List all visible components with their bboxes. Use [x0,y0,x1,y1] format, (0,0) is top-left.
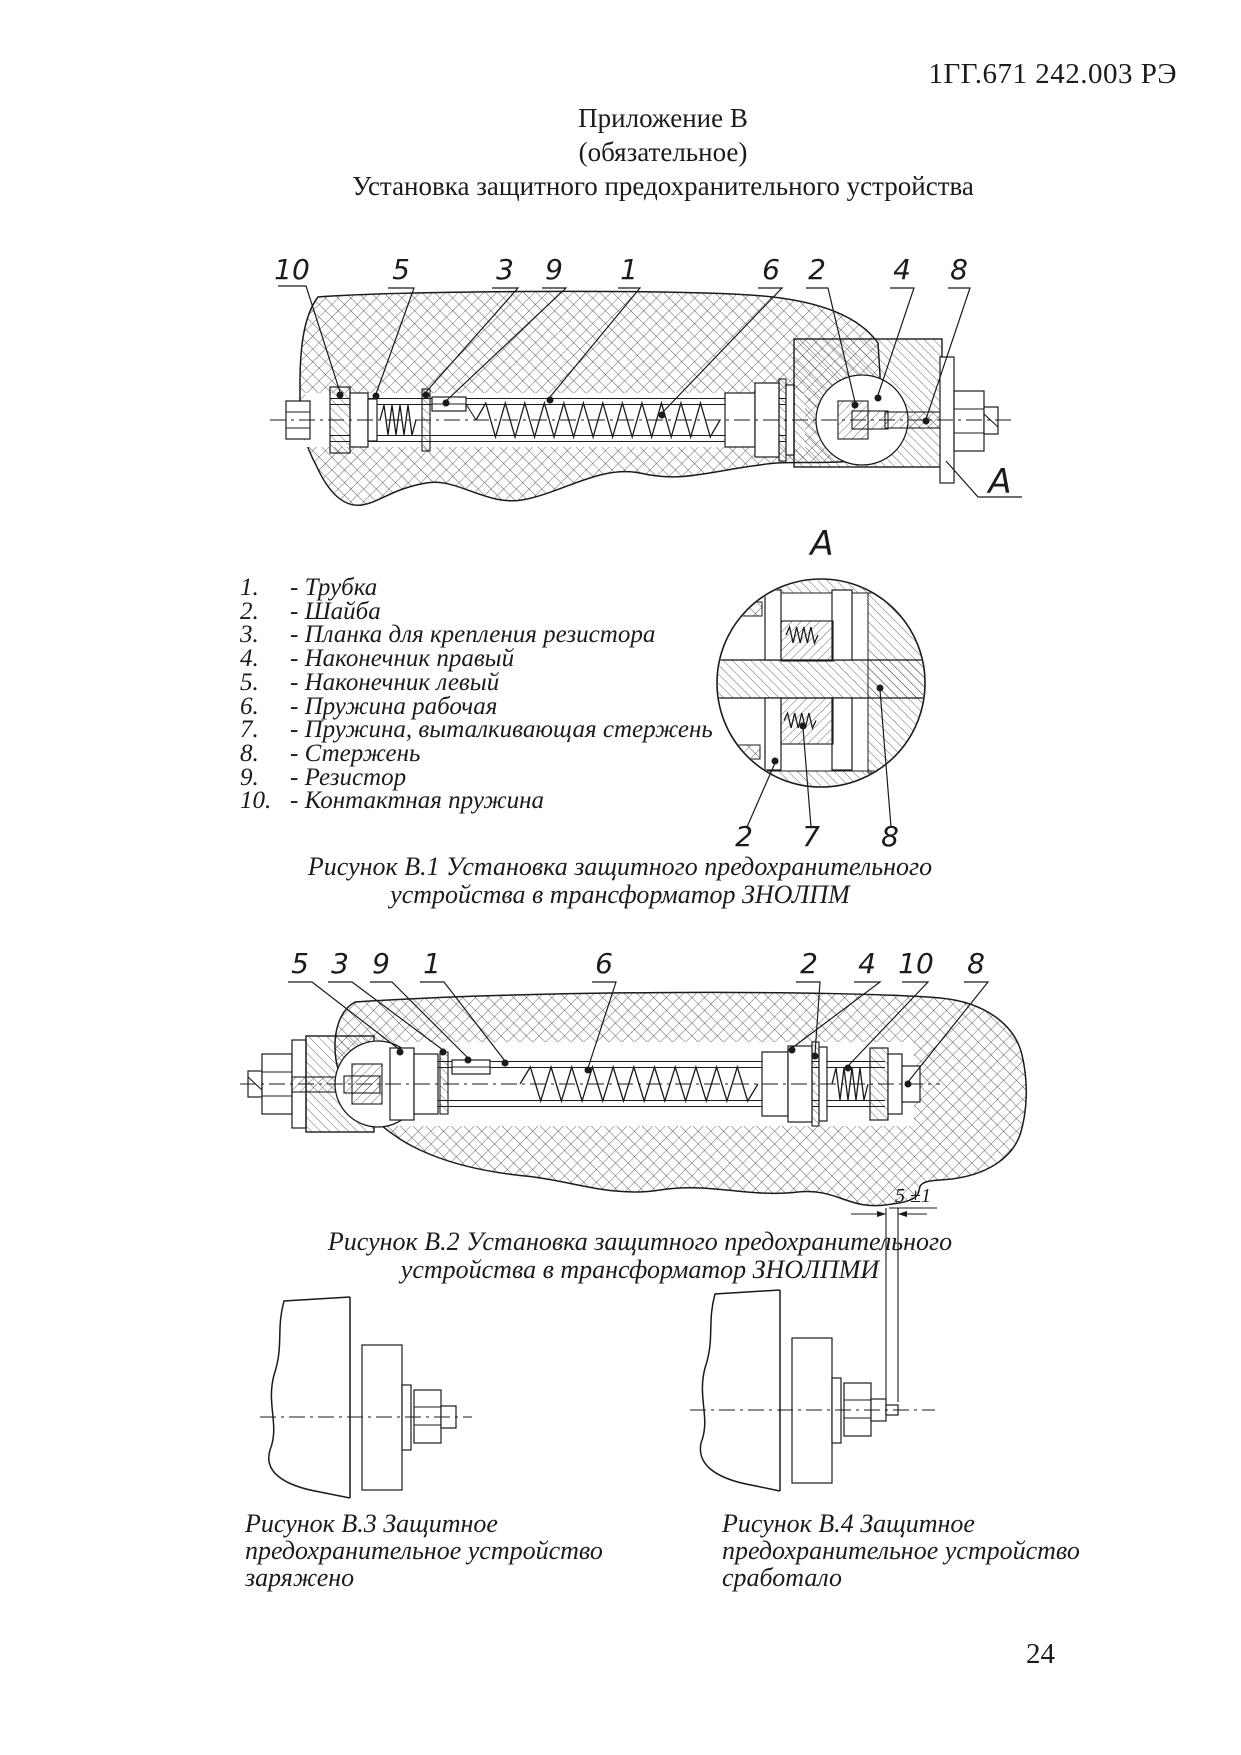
list-item: 2. - Шайба [240,597,381,625]
b3-mount-block [362,1345,402,1490]
b4-hex-nut [844,1383,871,1436]
b2-callout-9: 9 [372,947,390,980]
b2-callout-4: 4 [858,947,876,980]
document-number: 1ГГ.671 242.003 РЭ [928,58,1177,90]
list-item: 10. - Контактная пружина [240,787,544,815]
b2-callout-5: 5 [291,947,309,980]
b1-view-a-label: А [988,462,1012,502]
b1-callout-5: 5 [392,253,410,286]
b4-insulator-outline [700,1290,780,1491]
b1-hex-nut [954,391,984,451]
figure-b1-caption: Рисунок В.1 Установка защитного предохранительного устройства в трансформатор ЗНОЛПМ [307,852,933,909]
b3-flange [402,1385,411,1450]
figure-b1-detail-view [660,505,1000,905]
b1-callout-3: 3 [496,253,514,286]
b1-callout-1: 1 [620,253,638,286]
b1-callout-2: 2 [808,253,826,286]
figure-b4-drawing [645,1180,965,1515]
list-item: 4. - Наконечник правый [240,645,515,673]
list-item: 5. - Наконечник левый [240,668,500,696]
b4-dimension [851,1185,937,1402]
b2-resistor [452,1060,490,1074]
list-item: 6. - Пружина рабочая [240,692,498,720]
b4-mount-block [792,1338,832,1483]
b2-resistor-bracket [440,1052,448,1114]
b1-callout-9: 9 [545,253,563,286]
b1-callout-10: 10 [274,253,310,286]
b2-callout-10: 10 [898,947,934,980]
list-item: 3. - Планка для крепления резистора [240,621,656,649]
b4-dimension-label: 5 ±1 [895,1185,931,1207]
list-item: 1. - Трубка [240,574,378,601]
b1-callout-6: 6 [762,253,780,286]
detail-callout-2: 2 [735,820,753,853]
parts-list [240,576,713,813]
figure-b2-caption: Рисунок В.2 Установка защитного предохранительного устройства в трансформатор ЗНОЛПМИ [327,1227,953,1284]
b1-callout-8: 8 [950,253,968,286]
section-title: Установка защитного предохранительного устройства [352,171,974,201]
b2-callout-6: 6 [595,947,613,980]
list-item: 9. - Резистор [240,763,407,791]
b2-callout-3: 3 [331,947,349,980]
b1-callout-4: 4 [893,253,911,286]
b3-insulator-outline [269,1297,350,1498]
header-block [85,101,1241,203]
detail-callout-7: 7 [802,820,820,853]
detail-callout-8: 8 [881,820,899,853]
b3-hex-nut [414,1390,441,1443]
appendix-title: Приложение В [578,103,748,133]
figure-b1-drawing [230,215,1030,515]
b1-bolt-end [984,407,998,434]
figure-b4-caption: Рисунок В.4 Защитное предохранительное устройство сработало [722,1509,1080,1592]
list-item: 8. - Стержень [240,739,421,767]
b2-callout-2: 2 [800,947,818,980]
appendix-note: (обязательное) [578,137,748,167]
b2-callout-8: 8 [967,947,985,980]
page-number: 24 [1026,1638,1055,1670]
figure-b3-drawing [210,1285,490,1515]
detail-view-label: А [810,524,834,564]
b1-view-a-arrow [946,461,1022,502]
b2-callout-1: 1 [423,947,441,980]
figure-b3-caption: Рисунок В.3 Защитное предохранительное устройство заряжено [245,1509,603,1592]
b4-flange [832,1378,841,1443]
list-item: 7. - Пружина, выталкивающая стержень [240,716,713,744]
